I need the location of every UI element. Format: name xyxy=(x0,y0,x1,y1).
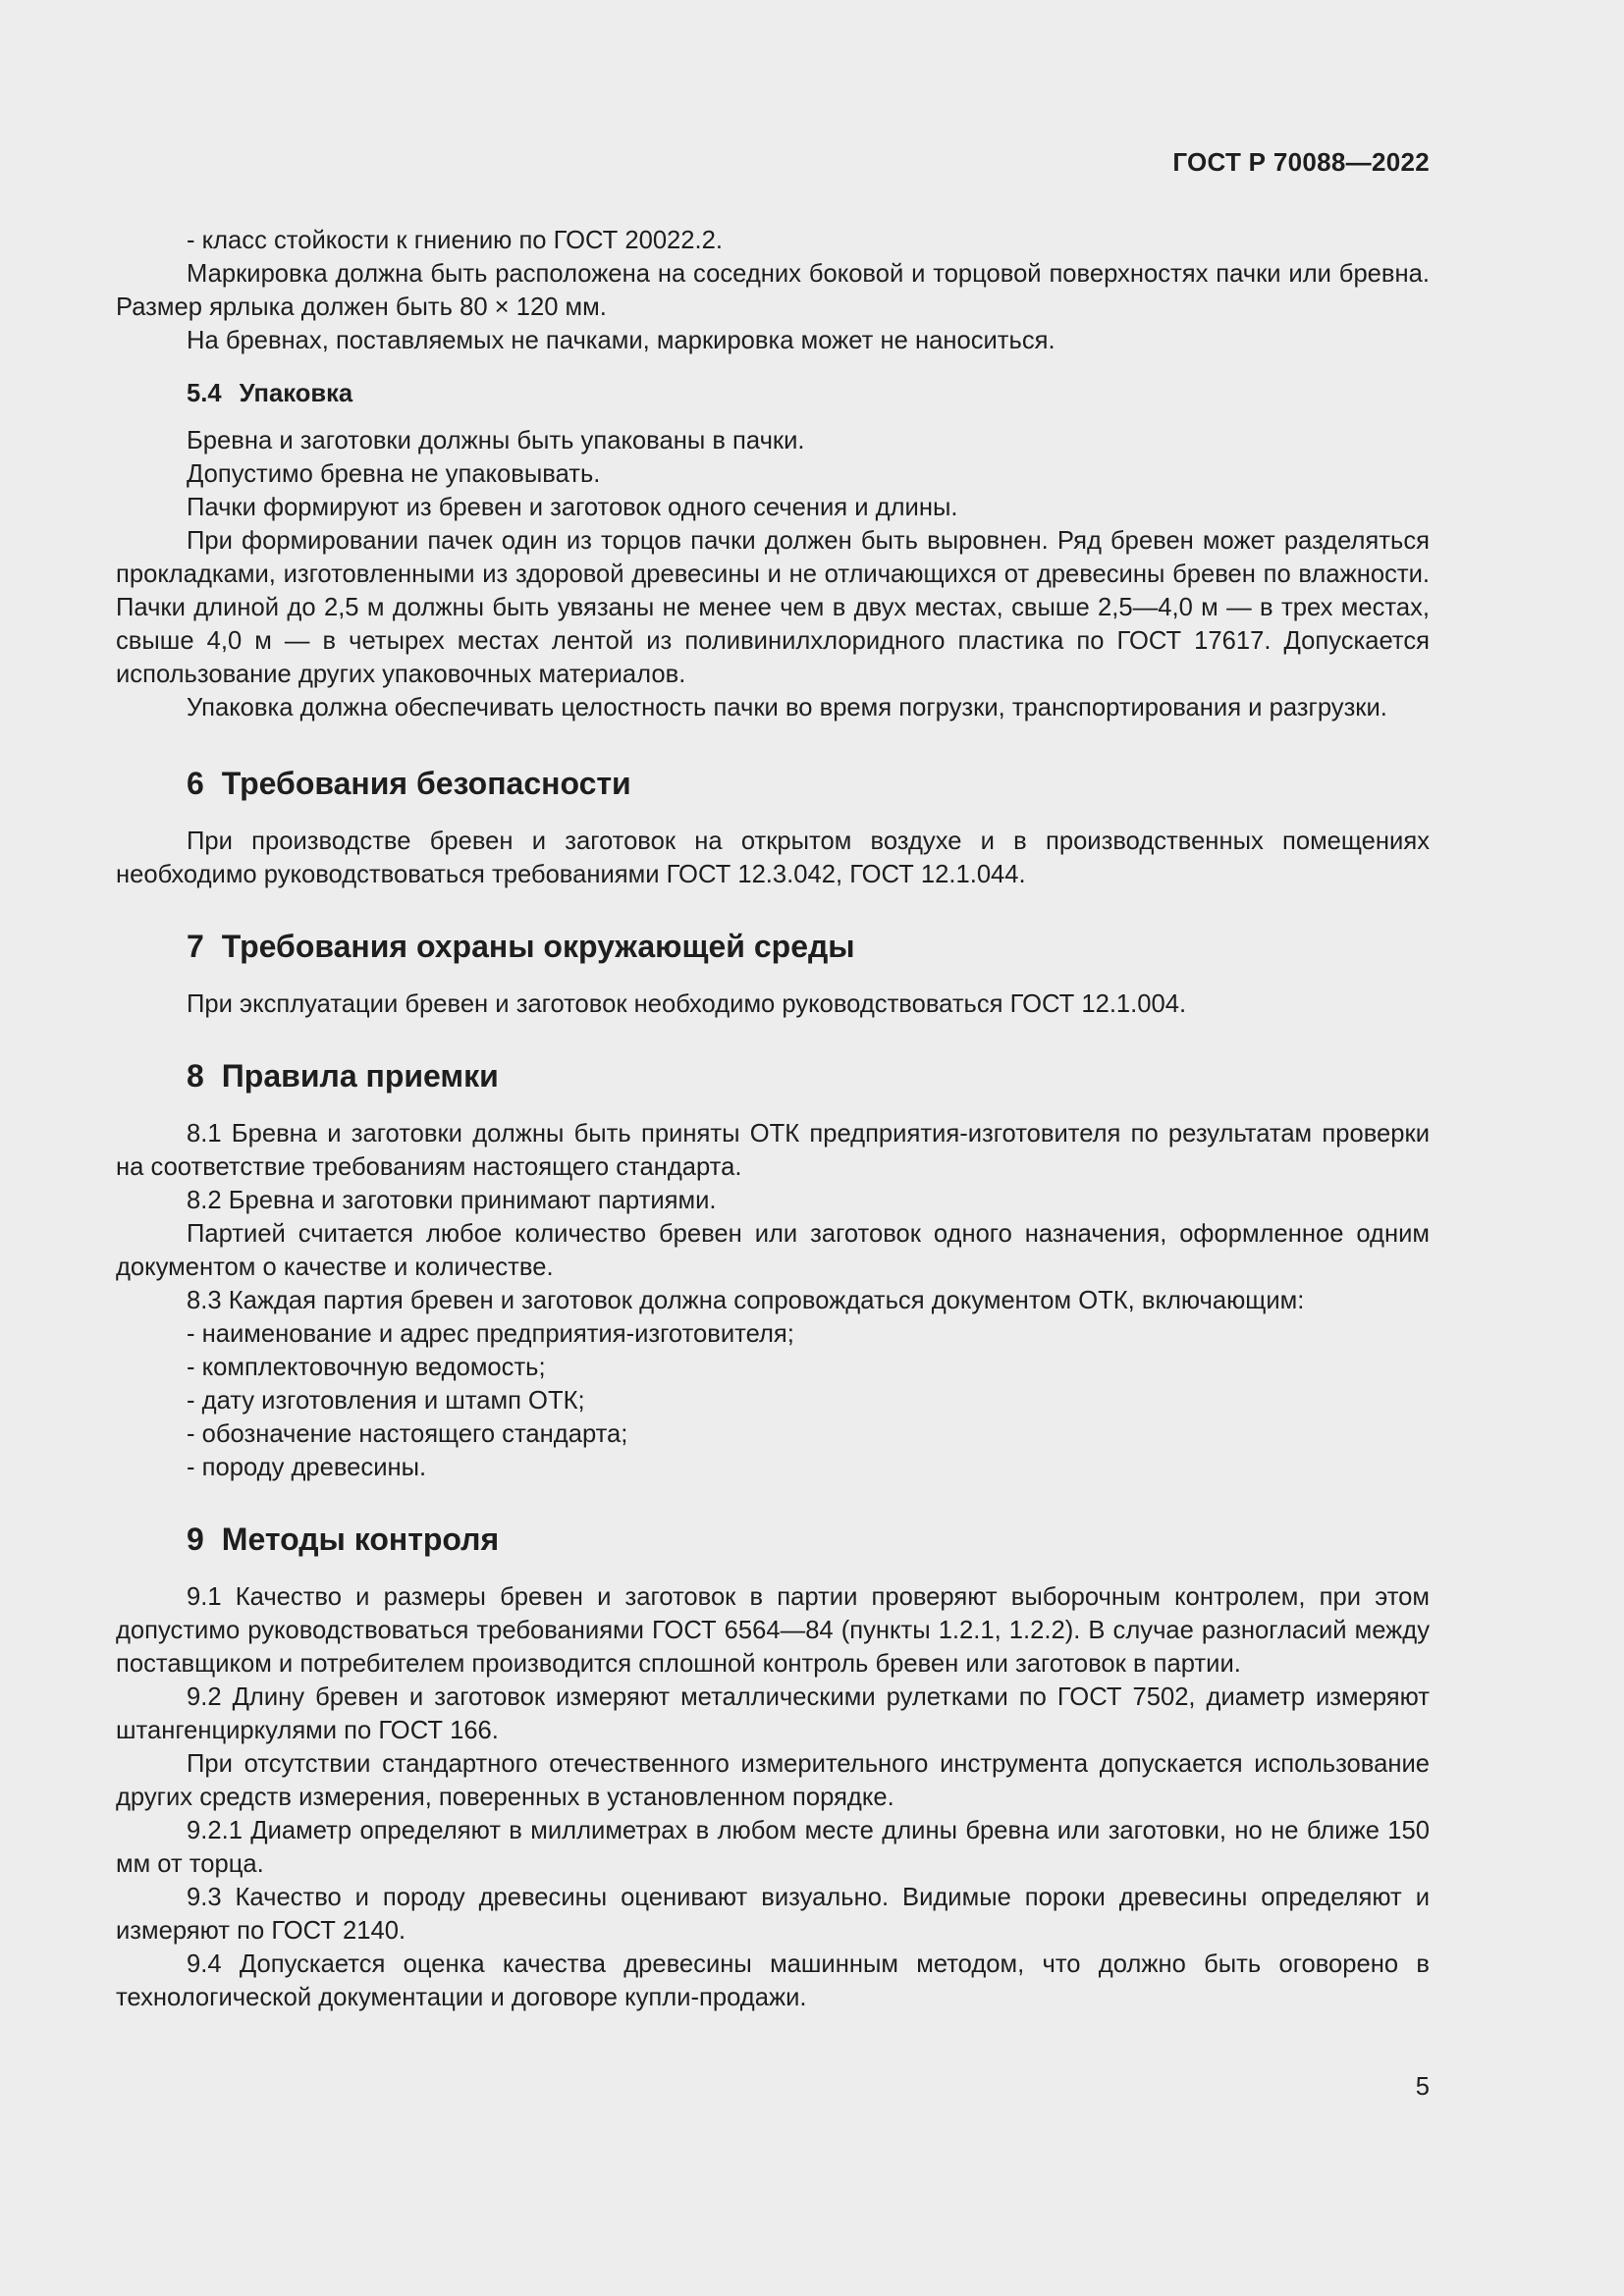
paragraph: 8.1 Бревна и заготовки должны быть приняты ОТК предприятия-изготовителя по результатам проверки на соответствие требованиям настоящего стандарта. xyxy=(116,1120,1430,1181)
list-item: - обозначение настоящего стандарта; xyxy=(187,1420,628,1448)
section-heading-8 xyxy=(116,1056,1430,1095)
paragraph: 8.3 Каждая партия бревен и заготовок должна сопровождаться документом ОТК, включающим: xyxy=(187,1287,1305,1314)
section-title: Требования безопасности xyxy=(221,766,631,801)
paragraph: 9.2.1 Диаметр определяют в миллиметрах в любом месте длины бревна или заготовки, но не ближе 150 мм от торца. xyxy=(116,1817,1430,1878)
subsection-title: Упаковка xyxy=(239,380,353,407)
paragraph: При эксплуатации бревен и заготовок необходимо руководствоваться ГОСТ 12.1.004. xyxy=(187,990,1187,1018)
section-number: 8 xyxy=(187,1058,204,1094)
paragraph: 9.4 Допускается оценка качества древесины машинным методом, что должно быть оговорено в технологической документации и договоре купли-продажи. xyxy=(116,1950,1430,2011)
list-item: - наименование и адрес предприятия-изготовителя; xyxy=(187,1320,794,1348)
list-item: - дату изготовления и штамп ОТК; xyxy=(187,1387,585,1415)
paragraph: Маркировка должна быть расположена на соседних боковой и торцовой поверхностях пачки или бревна. Размер ярлыка должен быть 80 × 120 мм. xyxy=(116,260,1430,321)
paragraph: - класс стойкости к гниению по ГОСТ 20022.2. xyxy=(187,227,723,254)
paragraph: 9.2 Длину бревен и заготовок измеряют металлическими рулетками по ГОСТ 7502, диаметр измеряют штангенциркулями по ГОСТ 166. xyxy=(116,1683,1430,1744)
paragraph: Пачки формируют из бревен и заготовок одного сечения и длины. xyxy=(187,494,958,521)
section-heading-7 xyxy=(116,927,1430,966)
section-heading-6 xyxy=(116,764,1430,803)
section-number: 9 xyxy=(187,1522,204,1557)
paragraph: Партией считается любое количество бревен или заготовок одного назначения, оформленное одним документом о качестве и количестве. xyxy=(116,1220,1430,1281)
paragraph: 8.2 Бревна и заготовки принимают партиями. xyxy=(187,1187,717,1214)
paragraph: Допустимо бревна не упаковывать. xyxy=(187,460,601,488)
list-item: - породу древесины. xyxy=(187,1454,427,1481)
section-title: Правила приемки xyxy=(221,1058,499,1094)
section-number: 6 xyxy=(187,766,204,801)
document-code: ГОСТ Р 70088—2022 xyxy=(1172,147,1430,177)
paragraph: Упаковка должна обеспечивать целостность пачки во время погрузки, транспортирования и разгрузки. xyxy=(187,694,1387,721)
paragraph: При формировании пачек один из торцов пачки должен быть выровнен. Ряд бревен может разделяться прокладками, изготовленными из здоровой древесины и не отличающихся от древесины бревен по влажности. Пачки длиной до 2,5 м должны быть увязаны не менее чем в двух местах, свыше 2,5—4,0 м — в трех местах, свыше 4,0 м — в четырех местах лентой из поливинилхлоридного пластика по ГОСТ 17617. Допускается использование других упаковочных материалов. xyxy=(116,527,1430,688)
subsection-heading-5-4 xyxy=(116,377,1430,410)
section-title: Требования охраны окружающей среды xyxy=(221,929,855,964)
subsection-number: 5.4 xyxy=(187,380,222,407)
paragraph: Бревна и заготовки должны быть упакованы в пачки. xyxy=(187,427,805,454)
paragraph: На бревнах, поставляемых не пачками, маркировка может не наноситься. xyxy=(187,327,1056,354)
paragraph: При отсутствии стандартного отечественного измерительного инструмента допускается использование других средств измерения, поверенных в установленном порядке. xyxy=(116,1750,1430,1811)
paragraph: 9.3 Качество и породу древесины оценивают визуально. Видимые пороки древесины определяют и измеряют по ГОСТ 2140. xyxy=(116,1884,1430,1945)
list-item: - комплектовочную ведомость; xyxy=(187,1354,546,1381)
document-body xyxy=(116,224,1430,2014)
page-number: 5 xyxy=(1415,2073,1430,2101)
paragraph: При производстве бревен и заготовок на открытом воздухе и в производственных помещениях необходимо руководствоваться требованиями ГОСТ 12.3.042, ГОСТ 12.1.044. xyxy=(116,828,1430,888)
section-heading-9 xyxy=(116,1520,1430,1559)
paragraph: 9.1 Качество и размеры бревен и заготовок в партии проверяют выборочным контролем, при этом допустимо руководствоваться требованиями ГОСТ 6564—84 (пункты 1.2.1, 1.2.2). В случае разногласий между поставщиком и потребителем производится сплошной контроль бревен или заготовок в партии. xyxy=(116,1583,1430,1678)
section-title: Методы контроля xyxy=(221,1522,500,1557)
section-number: 7 xyxy=(187,929,204,964)
